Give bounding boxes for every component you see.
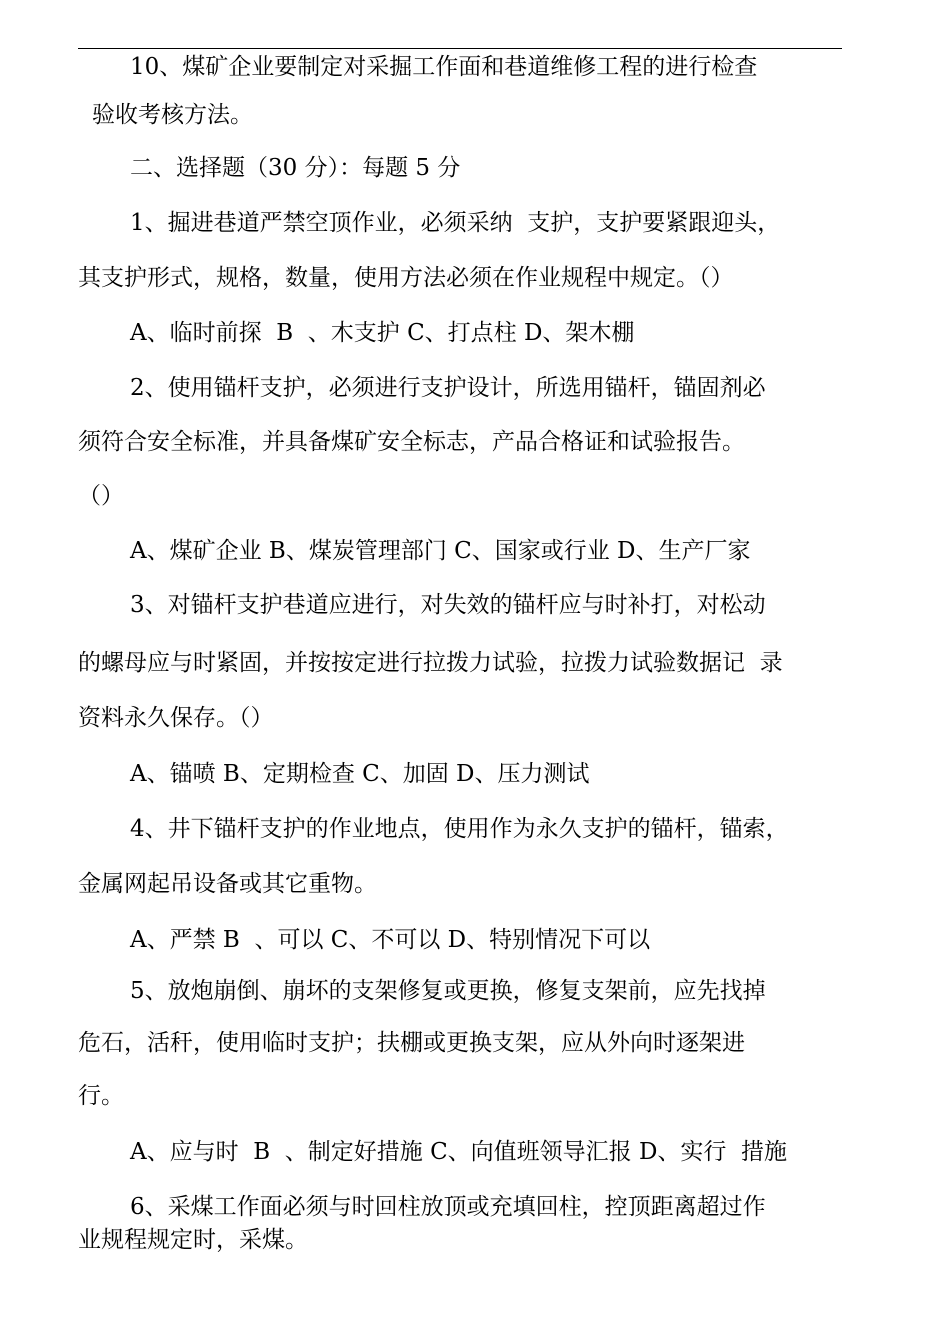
header-rule [78,48,842,49]
text-line: 的螺母应与时紧固，并按按定进行拉拨力试验，拉拨力试验数据记 录 [78,650,783,676]
section-heading: 二、选择题（30 分）：每题 5 分 [130,155,461,181]
text-line: 行。 [78,1083,124,1109]
options-3: A、锚喷 B、定期检查 C、加固 D、压力测试 [130,761,590,787]
text-line: 金属网起吊设备或其它重物。 [78,871,377,897]
text-line: 10、煤矿企业要制定对采掘工作面和巷道维修工程的进行检查 [130,54,758,80]
text-line: 资料永久保存。（） [78,705,274,731]
text-line: 验收考核方法。 [92,102,253,128]
question-3: 3、对锚杆支护巷道应进行，对失效的锚杆应与时补打，对松动 [130,592,766,618]
question-6: 6、采煤工作面必须与时回柱放顶或充填回柱，控顶距离超过作 [130,1194,766,1220]
options-2: A、煤矿企业 B、煤炭管理部门 C、国家或行业 D、生产厂家 [130,538,751,564]
options-5: A、应与时 B 、制定好措施 C、向值班领导汇报 D、实行 措施 [130,1139,788,1165]
question-2: 2、使用锚杆支护，必须进行支护设计，所选用锚杆，锚固剂必 [130,375,766,401]
text-line: 业规程规定时，采煤。 [78,1227,308,1253]
options-1: A、临时前探 B 、木支护 C、打点柱 D、架木棚 [130,320,635,346]
text-line: 其支护形式，规格，数量，使用方法必须在作业规程中规定。（） [78,265,734,291]
text-line: 须符合安全标准，并具备煤矿安全标志，产品合格证和试验报告。 [78,429,745,455]
question-5: 5、放炮崩倒、崩坏的支架修复或更换，修复支架前，应先找掉 [130,978,766,1004]
options-4: A、严禁 B 、可以 C、不可以 D、特别情况下可以 [130,927,651,953]
question-1: 1、掘进巷道严禁空顶作业，必须采纳 支护，支护要紧跟迎头， [130,210,781,236]
question-4: 4、井下锚杆支护的作业地点，使用作为永久支护的锚杆，锚索， [130,816,789,842]
text-line: 危石，活秆，使用临时支护；扶棚或更换支架，应从外向时逐架进 [78,1030,745,1056]
text-line: （） [78,483,124,509]
